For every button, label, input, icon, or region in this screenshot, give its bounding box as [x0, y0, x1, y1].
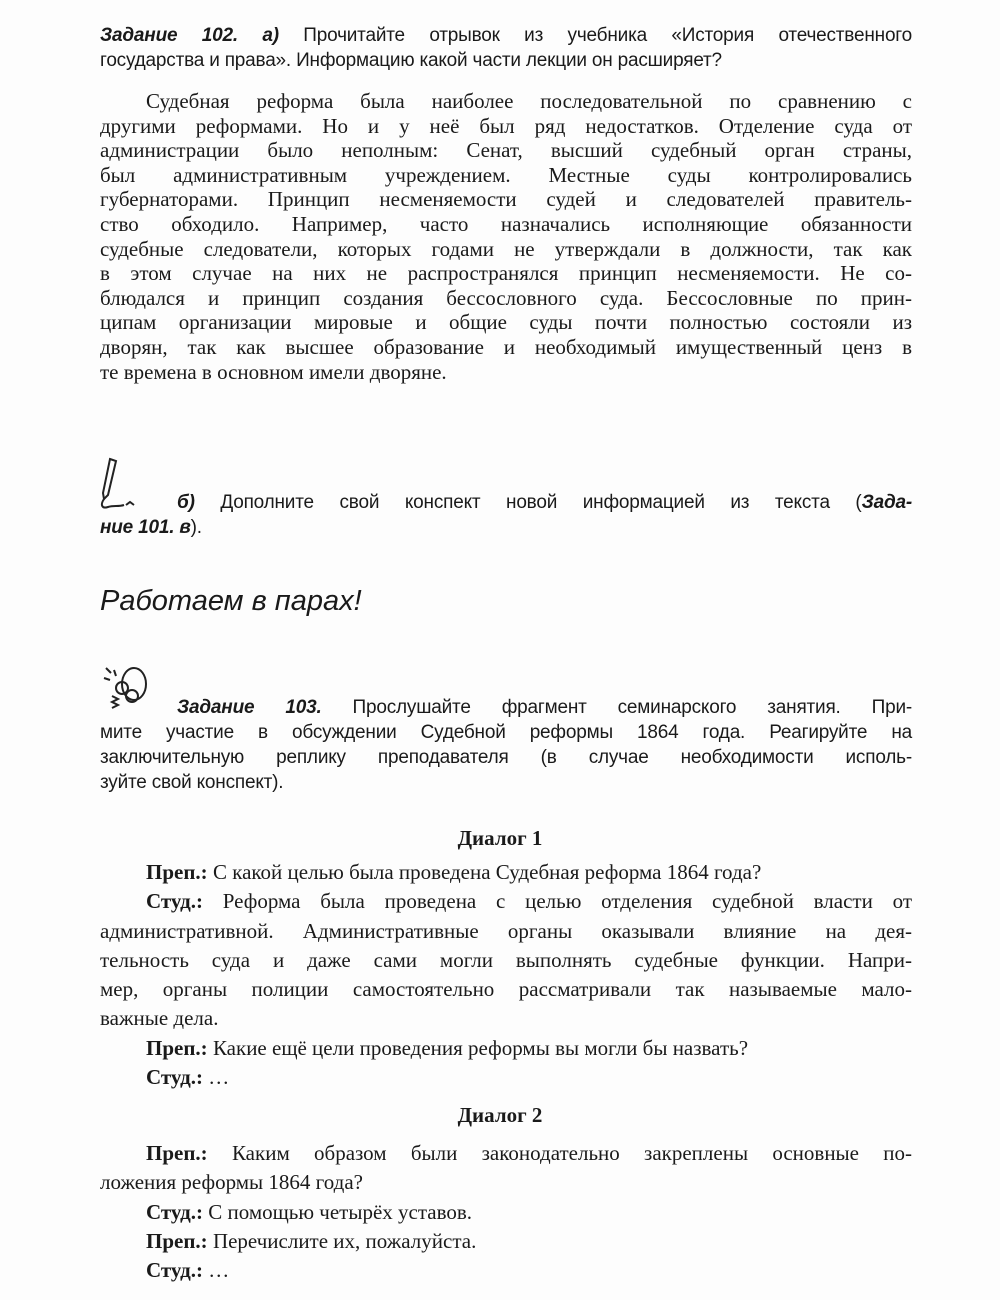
speaker-label: Преп.:	[146, 1035, 208, 1060]
dialog-line	[100, 1168, 912, 1197]
dialog-line	[100, 887, 912, 916]
excerpt-line: судебные следователи, которых годами не утверждали в должности, так как	[100, 236, 912, 261]
task-102b	[100, 490, 912, 540]
text-line: мите участие в обсуждении Судебной реформы 1864 года. Реагируйте на	[100, 722, 912, 743]
speaker-label: Студ.:	[146, 889, 203, 914]
dialog-text: тельность суда и даже сами могли выполнять судебные функции. Напри-	[100, 947, 912, 972]
task-label: Задание 103.	[177, 697, 322, 718]
dialog-text: Каким образом были законодательно закреплены основные по-	[207, 1141, 912, 1165]
dialog-line	[100, 1198, 912, 1227]
excerpt-line: губернаторами. Принцип несменяемости судей и следователей правитель-	[100, 187, 912, 212]
excerpt-line: блюдался и принцип создания бессословного суда. Бессословные по прин-	[100, 285, 912, 310]
task-label: б)	[177, 492, 195, 513]
dialog-line	[100, 1139, 912, 1168]
dialog-text: …	[202, 1065, 230, 1090]
excerpt-line: дворян, так как высшее образование и необходимый имущественный ценз в	[100, 334, 912, 359]
dialog-text: Перечислите их, пожалуйста.	[207, 1228, 477, 1253]
text-line: государства и права». Информацию какой части лекции он расширяет?	[100, 50, 722, 71]
dialog-line	[100, 946, 912, 975]
dialog-2-title: Диалог 2	[457, 1103, 543, 1127]
excerpt-line: администрации было неполным: Сенат, высший судебный орган страны,	[100, 138, 912, 163]
excerpt-line: те времена в основном имели дворяне.	[100, 359, 447, 384]
speaker-label: Преп.:	[146, 1228, 208, 1253]
dialog-line	[100, 858, 912, 887]
dialog-line	[100, 917, 912, 946]
task-102-prompt	[100, 23, 912, 73]
speaker-label: Преп.:	[146, 1141, 208, 1165]
excerpt-line: ципам организации мировые и общие суды почти полностью состояли из	[100, 310, 912, 335]
dialog-line	[100, 1034, 912, 1063]
speaker-label: Студ.:	[146, 1258, 203, 1283]
dialog-1	[100, 858, 912, 1092]
text-line: Дополните свой конспект новой информацией из текста (	[220, 492, 862, 513]
text-line: заключительную реплику преподавателя (в случае необходимости исполь-	[100, 747, 912, 768]
speaker-label: Студ.:	[146, 1065, 203, 1090]
textbook-excerpt	[100, 89, 912, 384]
dialog-text: С помощью четырёх уставов.	[202, 1199, 473, 1224]
dialog-text: Реформа была проведена с целью отделения судебной власти от	[202, 889, 912, 914]
excerpt-line: Судебная реформа была наиболее последовательной по сравнению с	[146, 89, 912, 113]
dialog-line	[100, 975, 912, 1004]
speaker-label: Студ.:	[146, 1199, 203, 1224]
task-label: Задание 102. а)	[100, 25, 279, 46]
text-line: Прочитайте отрывок из учебника «История отечественного	[303, 25, 912, 46]
dialog-text: …	[202, 1258, 230, 1283]
dialog-text: С какой целью была проведена Судебная реформа 1864 года?	[207, 860, 762, 884]
excerpt-line: был административным учреждением. Местные суды контролировались	[100, 162, 912, 187]
excerpt-line: другими реформами. Но и у неё был ряд недостатков. Отделение суда от	[100, 113, 912, 138]
text-line: Прослушайте фрагмент семинарского занятия. При-	[352, 697, 912, 718]
excerpt-line: в этом случае на них не распространялся принцип несменяемости. Не со-	[100, 261, 912, 286]
dialog-text: административной. Административные органы оказывали влияние на дея-	[100, 918, 912, 943]
dialog-line	[100, 1063, 912, 1092]
dialog-text: важные дела.	[100, 1006, 219, 1031]
task-103	[100, 695, 912, 795]
text-line: зуйте свой конспект).	[100, 772, 284, 793]
dialog-line	[100, 1256, 912, 1285]
dialog-line	[100, 1004, 912, 1033]
dialog-text: мер, органы полиции самостоятельно рассматривали так называемые мало-	[100, 977, 912, 1002]
dialog-text: Какие ещё цели проведения реформы вы могли бы назвать?	[207, 1035, 749, 1060]
dialog-line	[100, 1227, 912, 1256]
task-reference: ние 101. в	[100, 517, 191, 538]
task-reference: Зада-	[861, 492, 912, 513]
excerpt-line: ство обходило. Например, часто назначались исполняющие обязанности	[100, 211, 912, 236]
dialog-text: ложения реформы 1864 года?	[100, 1170, 363, 1195]
speaker-label: Преп.:	[146, 860, 208, 884]
section-heading: Работаем в парах!	[100, 585, 362, 617]
dialog-1-title: Диалог 1	[457, 826, 543, 850]
dialog-2	[100, 1139, 912, 1285]
text-line: ).	[190, 517, 202, 538]
